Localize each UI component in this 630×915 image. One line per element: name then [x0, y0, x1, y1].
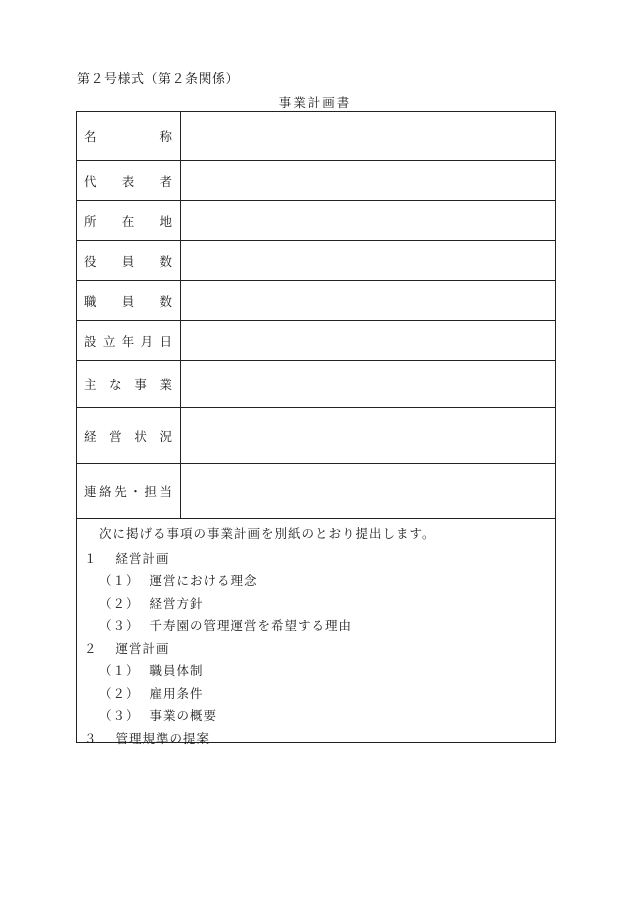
- row-label-char: 表: [121, 173, 135, 189]
- row-label: [77, 161, 181, 200]
- document-title: 事業計画書: [278, 95, 352, 110]
- row-label-char: な: [109, 377, 122, 392]
- row-label-char: 所: [84, 213, 97, 229]
- item-number: （２）: [99, 686, 140, 701]
- section-number: ３: [84, 731, 98, 746]
- form-table: [76, 111, 556, 746]
- instructions-intro: 次に掲げる事項の事業計画を別紙のとおり提出します。: [99, 526, 436, 541]
- row-label-char: 称: [159, 129, 172, 144]
- row-label-char: 況: [159, 428, 172, 444]
- item-number: （２）: [99, 596, 140, 611]
- row-label-char: 絡: [99, 484, 112, 499]
- section-item: [99, 594, 204, 612]
- row-label-char: 先: [114, 484, 127, 499]
- row-name: [77, 112, 555, 161]
- row-value-field[interactable]: [181, 408, 555, 463]
- section-heading: [84, 729, 210, 747]
- row-label: [77, 464, 181, 518]
- section-item: [99, 706, 217, 724]
- row-label: [77, 241, 181, 280]
- row-value-field[interactable]: [181, 321, 555, 360]
- row-label-char: 経: [84, 428, 97, 444]
- row-label-char: 年: [121, 333, 135, 349]
- row-label-char: 地: [159, 213, 172, 229]
- row-value-field[interactable]: [181, 161, 555, 200]
- section-number: ２: [84, 641, 98, 656]
- row-established-date: [77, 321, 555, 361]
- row-value-field[interactable]: [181, 464, 555, 518]
- section-title: 管理規準の提案: [115, 731, 211, 746]
- section-title: 経営計画: [115, 551, 170, 566]
- row-label-char: 事: [134, 377, 147, 392]
- row-label-char: 業: [159, 377, 172, 392]
- row-label-char: 状: [134, 428, 147, 444]
- row-label-char: 立: [102, 333, 116, 349]
- row-label-char: 職: [84, 293, 97, 309]
- row-label-char: 設: [84, 333, 97, 349]
- row-label-char: 日: [159, 333, 172, 349]
- item-text: 雇用条件: [149, 686, 204, 701]
- row-staff-count: [77, 281, 555, 321]
- row-label-char: 連: [84, 484, 97, 499]
- row-address: [77, 201, 555, 241]
- section-number: １: [84, 551, 98, 566]
- form-id: 第２号様式（第２条関係）: [77, 72, 240, 87]
- item-text: 事業の概要: [149, 708, 218, 723]
- section-item: [99, 571, 258, 589]
- section-heading: [84, 639, 170, 657]
- item-text: 経営方針: [149, 596, 204, 611]
- row-representative: [77, 161, 555, 201]
- section-item: [99, 684, 204, 702]
- row-value-field[interactable]: [181, 112, 555, 160]
- row-label-char: 担: [144, 484, 157, 499]
- section-item: [99, 661, 204, 679]
- item-number: （３）: [99, 708, 140, 723]
- row-officers-count: [77, 241, 555, 281]
- row-label: [77, 201, 181, 240]
- row-label-char: 員: [121, 253, 135, 269]
- item-text: 運営における理念: [149, 573, 258, 588]
- row-label-char: ・: [129, 484, 142, 499]
- row-label-char: 役: [84, 253, 97, 269]
- item-text: 職員体制: [149, 663, 204, 678]
- row-business-status: [77, 408, 555, 464]
- row-value-field[interactable]: [181, 201, 555, 240]
- section-heading: [84, 549, 170, 567]
- row-label-char: 代: [84, 173, 97, 189]
- row-label-char: 数: [159, 293, 172, 309]
- row-value-field[interactable]: [181, 281, 555, 320]
- row-label-char: 主: [84, 377, 97, 392]
- row-main-business: [77, 361, 555, 408]
- item-number: （３）: [99, 618, 140, 633]
- row-label: [77, 321, 181, 360]
- row-label-char: 在: [121, 213, 135, 229]
- row-label: [77, 281, 181, 320]
- row-label: [77, 408, 181, 463]
- item-number: （１）: [99, 573, 140, 588]
- row-label-char: 当: [159, 484, 172, 499]
- row-label-char: 者: [159, 173, 172, 189]
- row-label: [77, 112, 181, 160]
- row-contact: [77, 464, 555, 519]
- row-label-char: 営: [109, 428, 122, 444]
- section-title: 運営計画: [115, 641, 170, 656]
- row-label-char: 名: [84, 129, 97, 144]
- row-value-field[interactable]: [181, 361, 555, 407]
- item-text: 千寿園の管理運営を希望する理由: [149, 618, 353, 633]
- row-value-field[interactable]: [181, 241, 555, 280]
- item-number: （１）: [99, 663, 140, 678]
- row-label-char: 員: [121, 293, 135, 309]
- row-label-char: 数: [159, 253, 172, 269]
- row-label-char: 月: [140, 333, 154, 349]
- section-item: [99, 616, 352, 634]
- row-label: [77, 361, 181, 407]
